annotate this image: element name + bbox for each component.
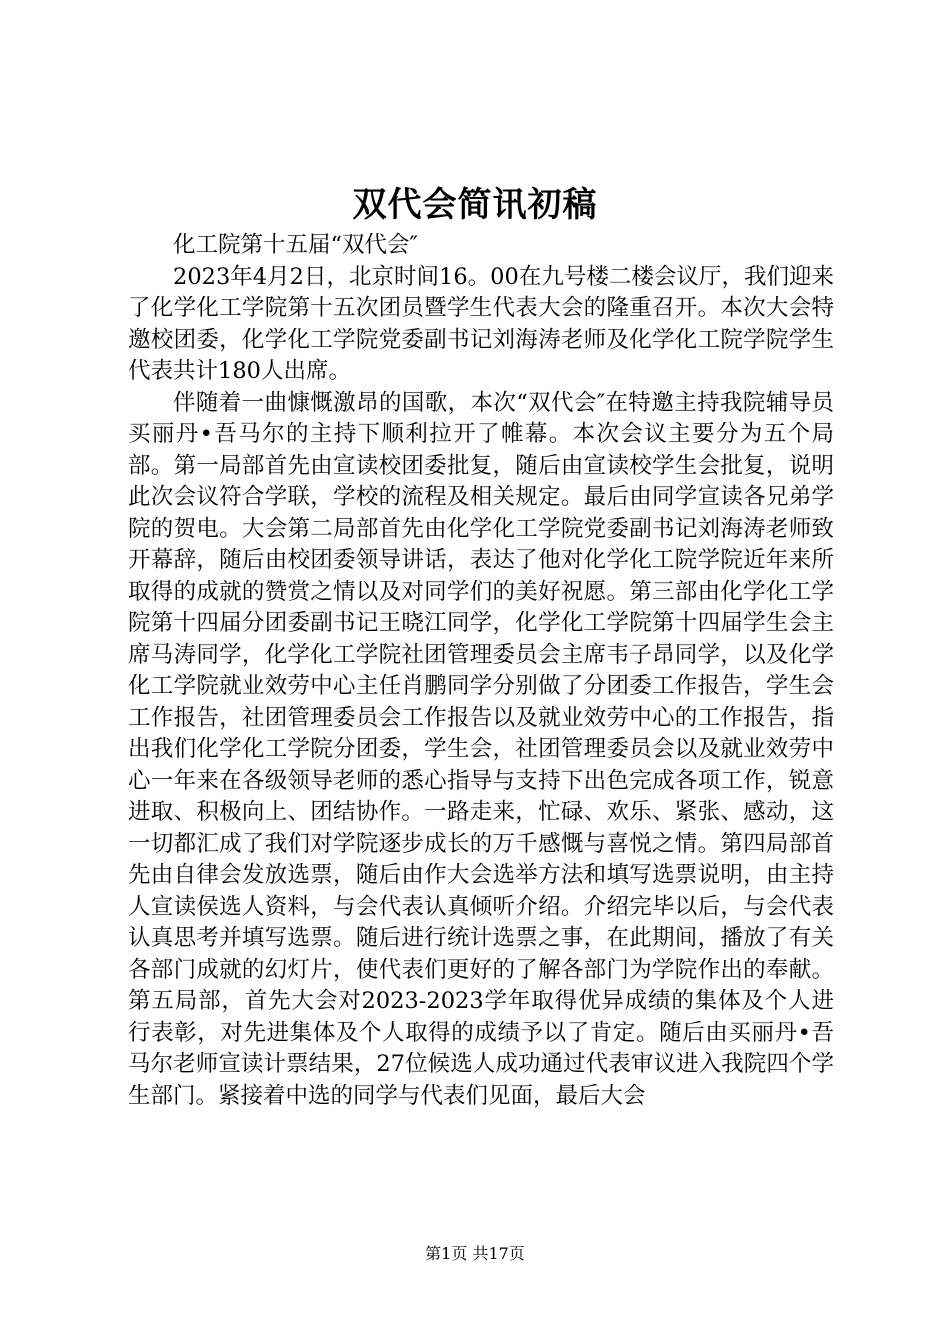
paragraph-proceedings: 伴随着一曲慷慨激昂的国歌，本次“双代会″在特邀主持我院辅导员买丽丹•吾马尔的主持下顺利拉开了帷幕。本次会议主要分为五个局部。第一局部首先由宣读校团委批复，随后由宣读校学生会批复，说明此次会议符合学联，学校的流程及相关规定。最后由同学宣读各兄弟学院的贺电。大会第二局部首先由化学化工学院党委副书记刘海涛老师致开幕辞，随后由校团委领导讲话，表达了他对化学化工院学院近年来所取得的成就的赞赏之情以及对同学们的美好祝愿。第三部由化学化工学院第十四届分团委副书记王晓江同学，化学化工学院第十四届学生会主席马涛同学，化学化工学院社团管理委员会主席韦子昂同学，以及化学化工学院就业效劳中心主任肖鹏同学分别做了分团委工作报告，学生会工作报告，社团管理委员会工作报告以及就业效劳中心的工作报告，指出我们化学化工学院分团委，学生会，社团管理委员会以及就业效劳中心一年来在各级领导老师的悉心指导与支持下出色完成各项工作，锐意进取、积极向上、团结协作。一路走来，忙碌、欢乐、紧张、感动，这一切都汇成了我们对学院逐步成长的万千感慨与喜悦之情。第四局部首先由自律会发放选票，随后由作大会选举方法和填写选票说明，由主持人宣读侯选人资料，与会代表认真倾听介绍。介绍完毕以后，与会代表认真思考并填写选票。随后进行统计选票之事，在此期间，播放了有关各部门成就的幻灯片，使代表们更好的了解各部门为学院作出的奉献。第五局部，首先大会对2023-2023学年取得优异成绩的集体及个人进行表彰，对先进集体及个人取得的成绩予以了肯定。随后由买丽丹•吾马尔老师宣读计票结果，27位候选人成功通过代表审议进入我院四个学生部门。紧接着中选的同学与代表们见面，最后大会 [128,389,834,1109]
paragraph-opening: 2023年4月2日，北京时间16。00在九号楼二楼会议厅，我们迎来了化学化工学院第十五次团员暨学生代表大会的隆重召开。本次大会特邀校团委，化学化工学院党委副书记刘海涛老师及化学化工院学院学生代表共计180人出席。 [128,263,834,384]
paragraph-subtitle: 化工院第十五届“双代会″ [173,232,418,258]
page-number-footer: 第1页 共17页 [425,1244,525,1263]
document-body [128,230,834,1112]
document-title: 双代会简讯初稿 [352,185,598,225]
